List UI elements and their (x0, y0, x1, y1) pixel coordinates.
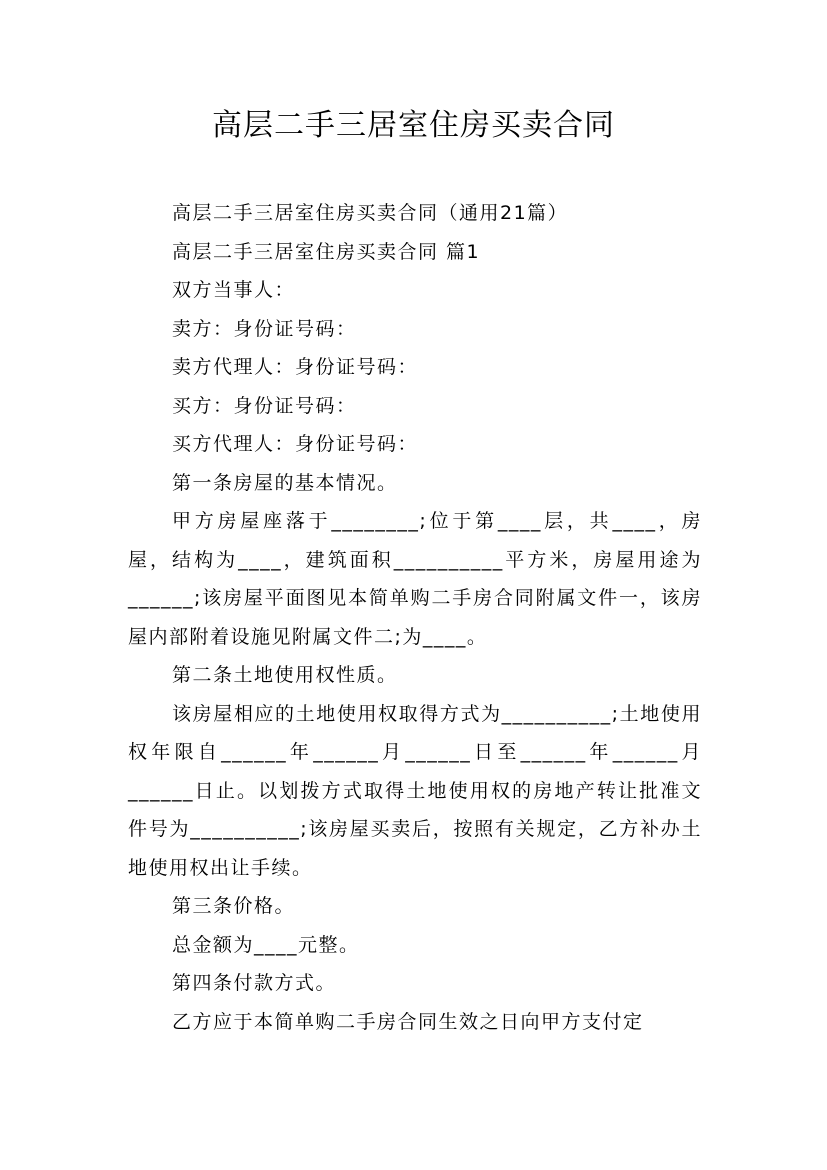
paragraph-buyer-agent: 买方代理人：身份证号码： (172, 433, 419, 455)
paragraph-article-1-body: 甲方房屋座落于________;位于第____层，共____，房屋，结构为____，建筑面积__________平方米，房屋用途为______;该房屋平面图见本简单购二手房合同附属文件一，该房屋内部附着设施见附属文件二;为____。 (128, 510, 702, 648)
paragraph-seller-agent: 卖方代理人：身份证号码： (172, 356, 419, 378)
paragraph-article-4-body: 乙方应于本简单购二手房合同生效之日向甲方支付定 (172, 1010, 644, 1033)
paragraph-subtitle: 高层二手三居室住房买卖合同（通用21篇） (172, 202, 569, 224)
paragraph-article-2-body: 该房屋相应的土地使用权取得方式为__________;土地使用权年限自______年______月______日至______年______月______日止。以划拨方式取得土地使用权的房地产转让批准文件号为__________;该房屋买卖后，按照有关规定，乙方补办土地使用权出让手续。 (128, 702, 702, 879)
document-title: 高层二手三居室住房买卖合同 (212, 108, 615, 143)
paragraph-article-4: 第四条付款方式。 (172, 972, 337, 994)
paragraph-article-1: 第一条房屋的基本情况。 (172, 471, 398, 494)
paragraph-article-3: 第三条价格。 (172, 895, 296, 917)
paragraph-article-3-body: 总金额为____元整。 (172, 933, 360, 956)
paragraph-section-heading: 高层二手三居室住房买卖合同 篇1 (172, 240, 481, 263)
paragraph-article-2: 第二条土地使用权性质。 (172, 664, 398, 686)
paragraph-parties: 双方当事人： (172, 279, 296, 301)
paragraph-seller: 卖方：身份证号码： (172, 317, 357, 340)
document-body (128, 194, 702, 1041)
paragraph-buyer: 买方：身份证号码： (172, 394, 357, 417)
